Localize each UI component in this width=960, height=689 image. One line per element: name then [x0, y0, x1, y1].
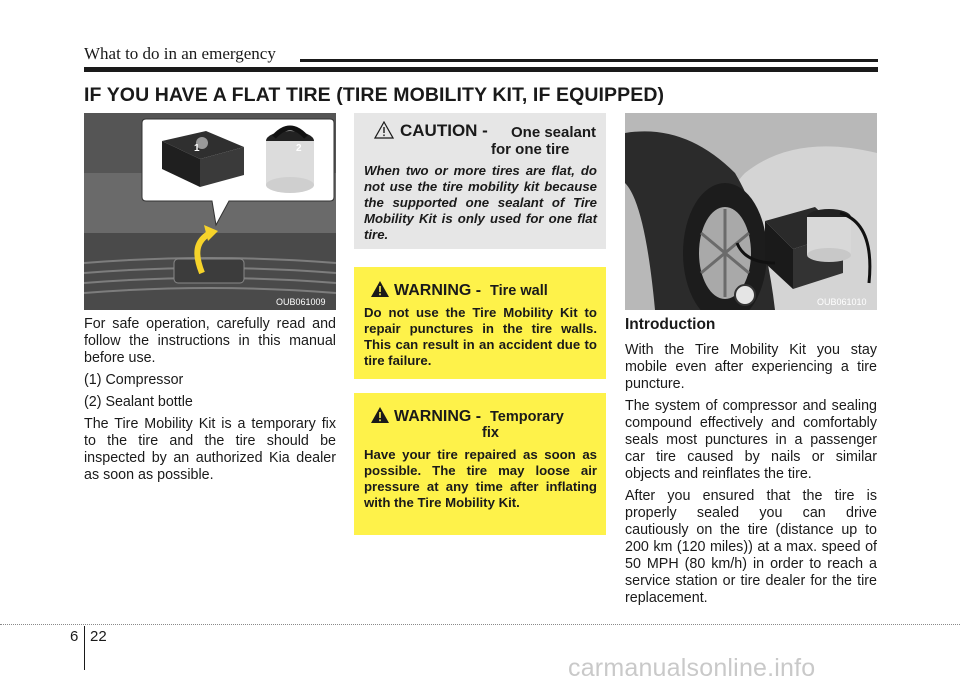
- caution-title-line1: One sealant: [511, 124, 597, 141]
- callout-number-2: 2: [296, 143, 302, 154]
- warning-box-tire-wall: [354, 267, 606, 379]
- caution-title-line2: for one tire: [491, 141, 570, 158]
- warning-body-tire-wall: Do not use the Tire Mobility Kit to repair punctures in the tire walls. This can result in an accident due to tire failure.: [364, 305, 597, 368]
- warning-title-tire-wall: Tire wall: [490, 283, 548, 299]
- header-rule: [84, 67, 878, 72]
- chapter-number: 6: [70, 628, 79, 645]
- left-text-column: [84, 316, 336, 489]
- header-rule-thin: [300, 59, 878, 62]
- warning-label-temporary: WARNING -: [394, 408, 482, 425]
- caution-box: [354, 113, 606, 249]
- paragraph-drive-cautiously: After you ensured that the tire is properly sealed you can drive cautiously on the tire (distance up to 200 km (120 miles)) at a max. speed of 50 MPH (80 km/h) in order to reach a service station or tire dealer for the tire replacement.: [625, 488, 877, 606]
- paragraph-stay-mobile: With the Tire Mobility Kit you stay mobile even after experiencing a tire puncture.: [625, 342, 877, 392]
- watermark: carmanualsonline.info: [568, 654, 816, 682]
- warning-title-temporary-line2: fix: [482, 425, 499, 441]
- warning-box-temporary-fix: [354, 393, 606, 535]
- tire-kit-illustration: [625, 113, 877, 310]
- paragraph-compressor: (1) Compressor: [84, 372, 184, 388]
- caution-label: CAUTION -: [400, 121, 488, 140]
- trunk-kit-photo: [84, 113, 336, 310]
- paragraph-safe-operation: For safe operation, carefully read and follow the instructions in this manual before use.: [84, 316, 336, 366]
- warning-triangle-icon: [370, 280, 390, 298]
- page-number: 22: [90, 628, 107, 645]
- image-caption-left: OUB061009: [276, 297, 326, 307]
- warning-triangle-icon: [370, 406, 390, 424]
- caution-triangle-icon: [374, 121, 394, 139]
- section-title: IF YOU HAVE A FLAT TIRE (TIRE MOBILITY KIT, IF EQUIPPED): [84, 84, 665, 106]
- page-divider: [84, 626, 85, 670]
- image-caption-right: OUB061010: [817, 297, 867, 307]
- tire-kit-photo: [625, 113, 877, 310]
- warning-label-tire-wall: WARNING -: [394, 282, 482, 299]
- right-text-column: [625, 316, 877, 612]
- footer-rule: [0, 624, 960, 625]
- paragraph-temporary-fix: The Tire Mobility Kit is a temporary fix to the tire and the tire should be inspected by an authorized Kia dealer as soon as possible.: [84, 416, 336, 483]
- warning-title-temporary-line1: Temporary: [490, 409, 564, 425]
- chapter-title: What to do in an emergency: [84, 44, 276, 63]
- paragraph-system: The system of compressor and sealing compound effectively and comfortably seals most punctures in a passenger car tire caused by nails or similar objects and reinflates the tire.: [625, 398, 877, 482]
- warning-body-temporary: Have your tire repaired as soon as possible. The tire may loose air pressure at any time after inflating with the Tire Mobility Kit.: [364, 447, 597, 510]
- caution-body: When two or more tires are flat, do not use the tire mobility kit because the supported one sealant of Tire Mobility Kit is only used for one flat tire.: [364, 163, 597, 242]
- introduction-heading: Introduction: [625, 316, 716, 333]
- callout-number-1: 1: [194, 143, 200, 154]
- paragraph-sealant-bottle: (2) Sealant bottle: [84, 394, 193, 410]
